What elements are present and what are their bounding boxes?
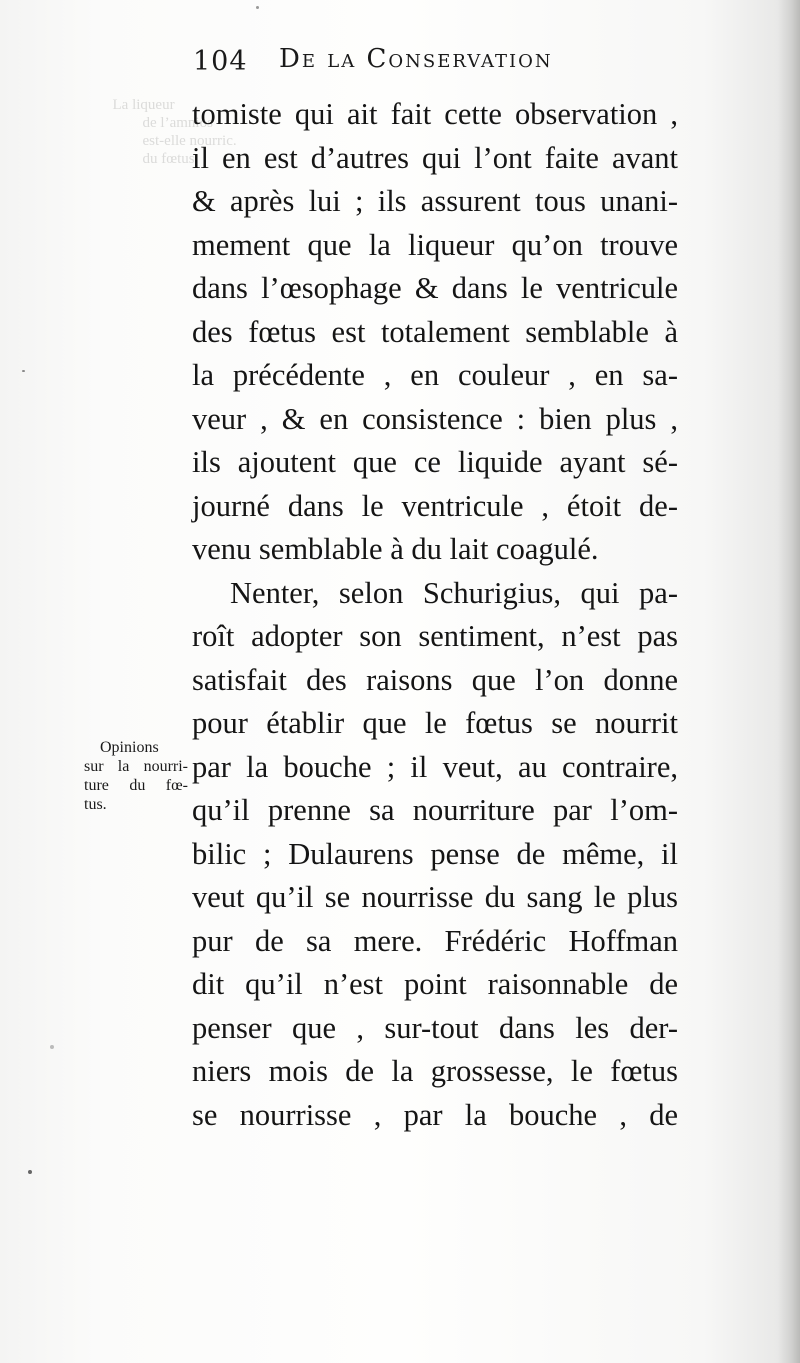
text-line: tomiste qui ait fait cette observation ,	[192, 97, 678, 131]
text-line: venu semblable à du lait coagulé.	[192, 532, 599, 566]
text-line: des fœtus est totalement semblable à	[192, 314, 678, 349]
page-number: 104	[193, 46, 248, 77]
margin-note-line: Opinions	[100, 739, 159, 756]
text-line: ils ajoutent que ce liquide ayant sé-	[192, 445, 678, 479]
running-title: De la Conservation	[279, 44, 553, 74]
text-line: journé dans le ventricule , étoit de-	[192, 488, 678, 523]
margin-note-line: ture du fœ-	[84, 777, 188, 794]
show-through-text: La liqueur de l’amnios est-elle nourric. du fœtus.	[112, 97, 237, 167]
text-line: roît adopter son sentiment, n’est pas	[192, 619, 678, 653]
main-text-block	[192, 93, 678, 1137]
text-line: pur de sa mere. Frédéric Hoffman	[192, 923, 678, 958]
text-line: & après lui ; ils assurent tous unani-	[192, 184, 678, 218]
text-line: pour établir que le fœtus se nourrit	[192, 706, 678, 740]
text-line: par la bouche ; il veut, au contraire,	[192, 749, 678, 784]
text-line: dit qu’il n’est point raisonnable de	[192, 967, 678, 1001]
text-line: satisfait des raisons que l’on donne	[192, 662, 678, 697]
margin-note	[84, 738, 188, 814]
paper-speck	[256, 6, 259, 9]
paper-speck	[22, 370, 25, 372]
text-line: qu’il prenne sa nourriture par l’om-	[192, 793, 678, 827]
paper-speck	[28, 1170, 32, 1174]
text-line: veut qu’il se nourrisse du sang le plus	[192, 880, 678, 914]
paper-speck	[50, 1045, 54, 1049]
text-line: niers mois de la grossesse, le fœtus	[192, 1054, 678, 1088]
text-line: bilic ; Dulaurens pense de même, il	[192, 836, 678, 871]
text-line: dans l’œsophage & dans le ventricule	[192, 271, 678, 305]
paragraph-start-line: Nenter, selon Schurigius, qui pa-	[230, 575, 678, 610]
text-line: penser que , sur-tout dans les der-	[192, 1010, 678, 1045]
text-line: se nourrisse , par la bouche , de	[192, 1097, 678, 1132]
text-line: il en est d’autres qui l’ont faite avant	[192, 140, 678, 175]
page-header	[193, 38, 693, 86]
text-line: la précédente , en couleur , en sa-	[192, 358, 678, 392]
text-line: mement que la liqueur qu’on trouve	[192, 227, 678, 262]
margin-note-line: sur la nourri-	[84, 758, 188, 775]
text-line: veur , & en consistence : bien plus ,	[192, 401, 678, 436]
margin-note-line: tus.	[84, 796, 107, 813]
